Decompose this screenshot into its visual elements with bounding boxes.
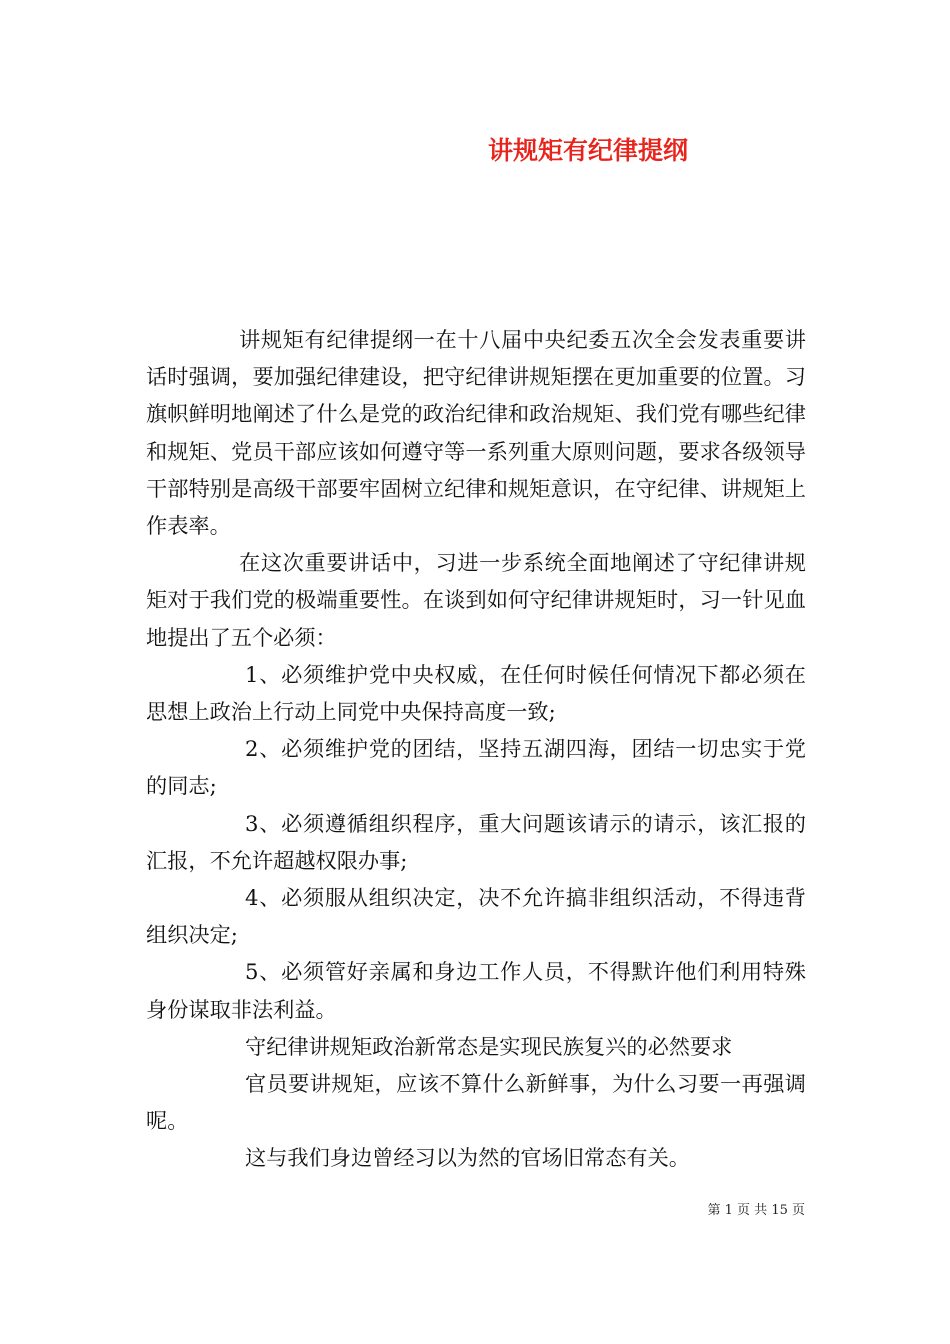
list-item: 1、必须维护党中央权威，在任何时候任何情况下都必须在思想上政治上行动上同党中央保持高度一致; [146,661,806,725]
list-item: 5、必须管好亲属和身边工作人员，不得默许他们利用特殊身份谋取非法利益。 [146,959,806,1022]
paragraph: 讲规矩有纪律提纲一在十八届中央纪委五次全会发表重要讲话时强调，要加强纪律建设，把守纪律讲规矩摆在更加重要的位置。习旗帜鲜明地阐述了什么是党的政治纪律和政治规矩、我们党有哪些纪律和规矩、党员干部应该如何遵守等一系列重大原则问题，要求各级领导干部特别是高级干部要牢固树立纪律和规矩意识，在守纪律、讲规矩上作表率。 [146,327,806,539]
paragraph: 在这次重要讲话中，习进一步系统全面地阐述了守纪律讲规矩对于我们党的极端重要性。在谈到如何守纪律讲规矩时，习一针见血地提出了五个必须： [146,550,806,650]
list-item: 4、必须服从组织决定，决不允许搞非组织活动，不得违背组织决定; [146,885,806,948]
list-item: 2、必须维护党的团结，坚持五湖四海，团结一切忠实于党的同志; [146,736,806,799]
paragraph: 这与我们身边曾经习以为然的官场旧常态有关。 [245,1145,690,1171]
list-item: 3、必须遵循组织程序，重大问题该请示的请示，该汇报的汇报，不允许超越权限办事; [146,810,806,873]
paragraph: 官员要讲规矩，应该不算什么新鲜事，为什么习要一再强调呢。 [146,1071,806,1134]
document-title: 讲规矩有纪律提纲 [488,136,689,165]
document-body [146,321,806,1177]
paragraph: 守纪律讲规矩政治新常态是实现民族复兴的必然要求 [245,1033,733,1059]
page-number-footer: 第 1 页 共 15 页 [707,1203,805,1218]
